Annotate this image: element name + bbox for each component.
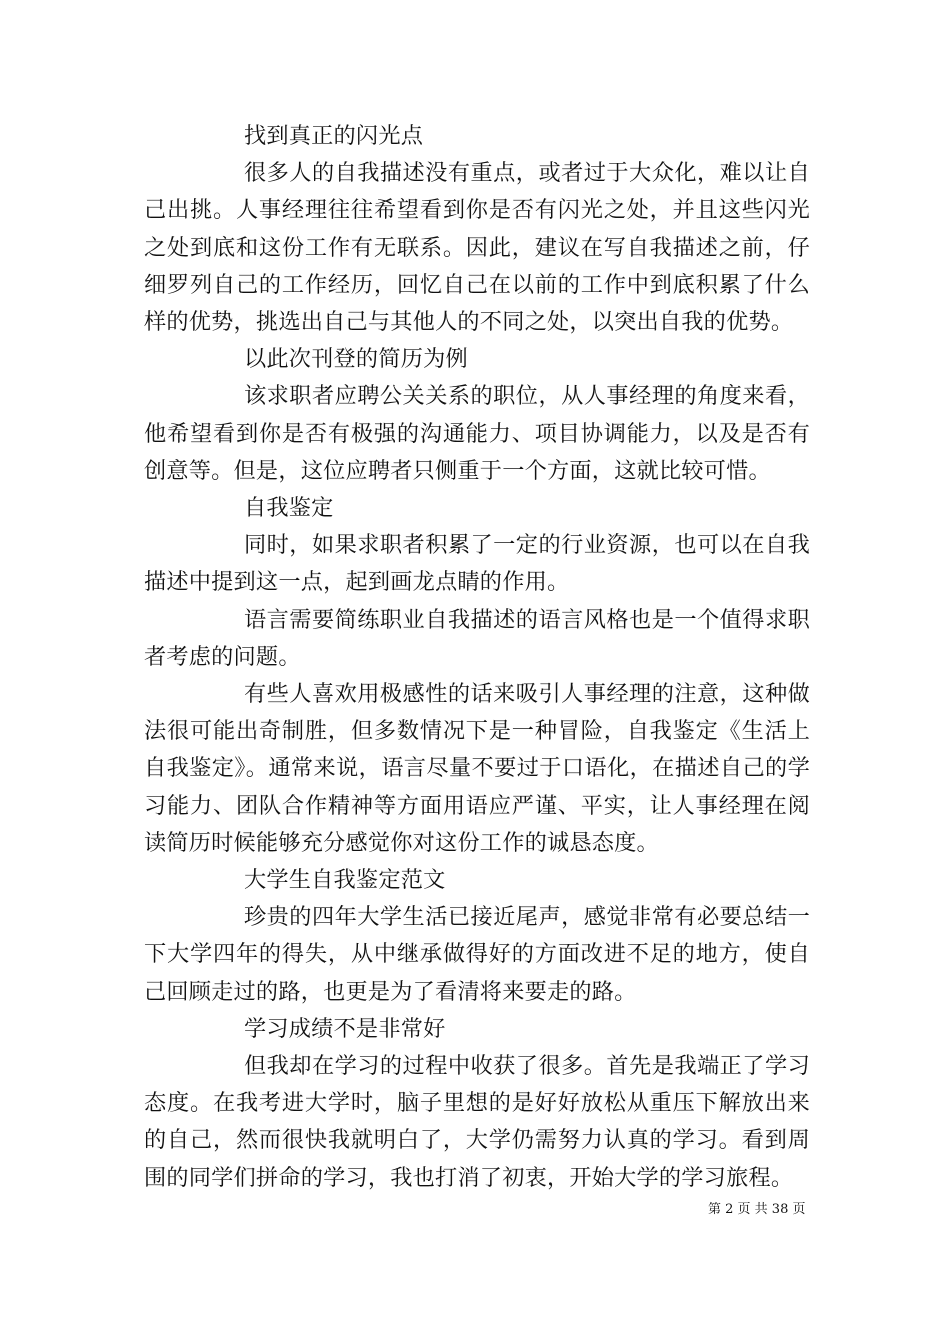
body-paragraph: 同时，如果求职者积累了一定的行业资源，也可以在自我描述中提到这一点，起到画龙点睛的作用。 (144, 532, 810, 596)
subheading-sample-essay: 大学生自我鉴定范文 (244, 867, 446, 894)
body-paragraph: 但我却在学习的过程中收获了很多。首先是我端正了学习态度。在我考进大学时，脑子里想的是好好放松从重压下解放出来的自己，然而很快我就明白了，大学仍需努力认真的学习。看到周围的同学们拼命的学习，我也打消了初衷，开始大学的学习旅程。 (144, 1053, 810, 1191)
subheading-resume-example: 以此次刊登的简历为例 (244, 346, 468, 373)
body-paragraph: 语言需要简练职业自我描述的语言风格也是一个值得求职者考虑的问题。 (144, 606, 810, 670)
body-paragraph: 该求职者应聘公关关系的职位，从人事经理的角度来看，他希望看到你是否有极强的沟通能力、项目协调能力，以及是否有创意等。但是，这位应聘者只侧重于一个方面，这就比较可惜。 (144, 383, 810, 484)
subheading-grades: 学习成绩不是非常好 (244, 1015, 446, 1042)
page-number-footer: 第 2 页 共 38 页 (708, 1202, 806, 1217)
body-paragraph: 有些人喜欢用极感性的话来吸引人事经理的注意，这种做法很可能出奇制胜，但多数情况下是一种冒险，自我鉴定《生活上自我鉴定》。通常来说，语言尽量不要过于口语化，在描述自己的学习能力、团队合作精神等方面用语应严谨、平实，让人事经理在阅读简历时候能够充分感觉你对这份工作的诚恳态度。 (144, 681, 810, 856)
document-body (144, 118, 810, 1197)
body-paragraph: 很多人的自我描述没有重点，或者过于大众化，难以让自己出挑。人事经理往往希望看到你是否有闪光之处，并且这些闪光之处到底和这份工作有无联系。因此，建议在写自我描述之前，仔细罗列自己的工作经历，回忆自己在以前的工作中到底积累了什么样的优势，挑选出自己与其他人的不同之处，以突出自我的优势。 (144, 160, 810, 336)
subheading-self-assessment: 自我鉴定 (244, 495, 334, 522)
subheading-find-highlight: 找到真正的闪光点 (244, 123, 424, 149)
body-paragraph: 珍贵的四年大学生活已接近尾声，感觉非常有必要总结一下大学四年的得失，从中继承做得好的方面改进不足的地方，使自己回顾走过的路，也更是为了看清将来要走的路。 (144, 904, 810, 1005)
